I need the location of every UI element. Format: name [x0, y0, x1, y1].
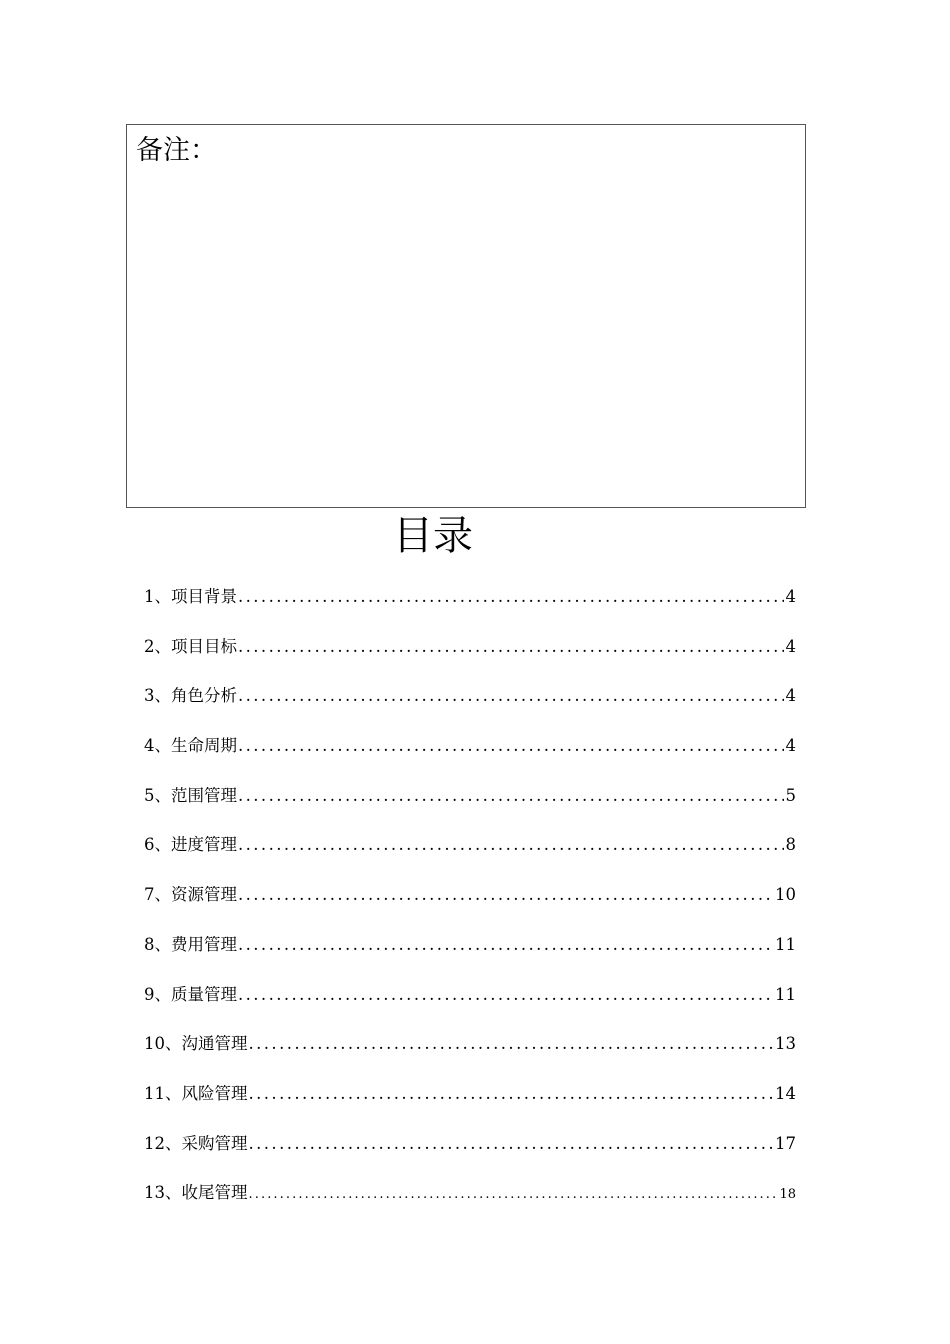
toc-list [144, 584, 796, 1230]
toc-leader-dots [238, 982, 773, 1008]
toc-entry-label: 8、费用管理 [144, 934, 237, 954]
toc-entry-label: 13、收尾管理 [144, 1183, 248, 1203]
toc-leader-dots [238, 783, 784, 809]
toc-entry[interactable] [144, 584, 796, 634]
toc-entry[interactable] [144, 982, 796, 1032]
toc-entry-label: 7、资源管理 [144, 885, 237, 905]
toc-leader-dots [249, 1031, 774, 1057]
toc-leader-dots [238, 634, 784, 660]
toc-entry-label: 10、沟通管理 [144, 1034, 248, 1054]
toc-entry[interactable] [144, 1031, 796, 1081]
toc-entry-page: 4 [785, 686, 796, 706]
toc-entry-page: 5 [785, 785, 796, 805]
toc-entry-label: 6、进度管理 [144, 835, 237, 855]
toc-leader-dots [238, 832, 784, 858]
toc-entry-label: 12、采购管理 [144, 1133, 248, 1153]
toc-entry-label: 5、范围管理 [144, 785, 237, 805]
toc-entry-page: 4 [785, 636, 796, 656]
toc-entry-page: 13 [775, 1034, 796, 1054]
toc-entry-label: 4、生命周期 [144, 736, 237, 756]
toc-leader-dots [238, 733, 784, 759]
toc-entry-page: 10 [775, 885, 796, 905]
toc-leader-dots [238, 683, 784, 709]
toc-entry[interactable] [144, 1081, 796, 1131]
toc-entry[interactable] [144, 882, 796, 932]
note-box [126, 124, 806, 508]
note-label: 备注： [136, 135, 217, 166]
toc-leader-dots [238, 584, 784, 610]
toc-entry-page: 17 [775, 1133, 796, 1153]
toc-entry-label: 9、质量管理 [144, 984, 237, 1004]
toc-leader-dots [249, 1081, 774, 1107]
toc-entry[interactable] [144, 1131, 796, 1181]
toc-entry-page: 8 [785, 835, 796, 855]
toc-entry-page: 11 [775, 984, 796, 1004]
toc-entry-label: 11、风险管理 [144, 1083, 248, 1103]
toc-title: 目录 [393, 513, 473, 559]
toc-entry-page: 18 [779, 1187, 796, 1203]
toc-leader-dots [249, 1182, 778, 1208]
toc-entry[interactable] [144, 1180, 796, 1230]
toc-entry[interactable] [144, 733, 796, 783]
toc-entry-label: 3、角色分析 [144, 686, 237, 706]
toc-entry-page: 11 [775, 934, 796, 954]
toc-entry-page: 4 [785, 736, 796, 756]
toc-entry[interactable] [144, 783, 796, 833]
toc-leader-dots [238, 932, 773, 958]
toc-leader-dots [249, 1131, 774, 1157]
toc-entry[interactable] [144, 932, 796, 982]
toc-entry[interactable] [144, 683, 796, 733]
toc-entry[interactable] [144, 634, 796, 684]
toc-entry[interactable] [144, 832, 796, 882]
toc-entry-label: 1、项目背景 [144, 587, 237, 606]
toc-entry-page: 14 [775, 1083, 796, 1103]
toc-entry-page: 4 [785, 587, 796, 606]
toc-entry-label: 2、项目目标 [144, 636, 237, 656]
toc-leader-dots [238, 882, 773, 908]
